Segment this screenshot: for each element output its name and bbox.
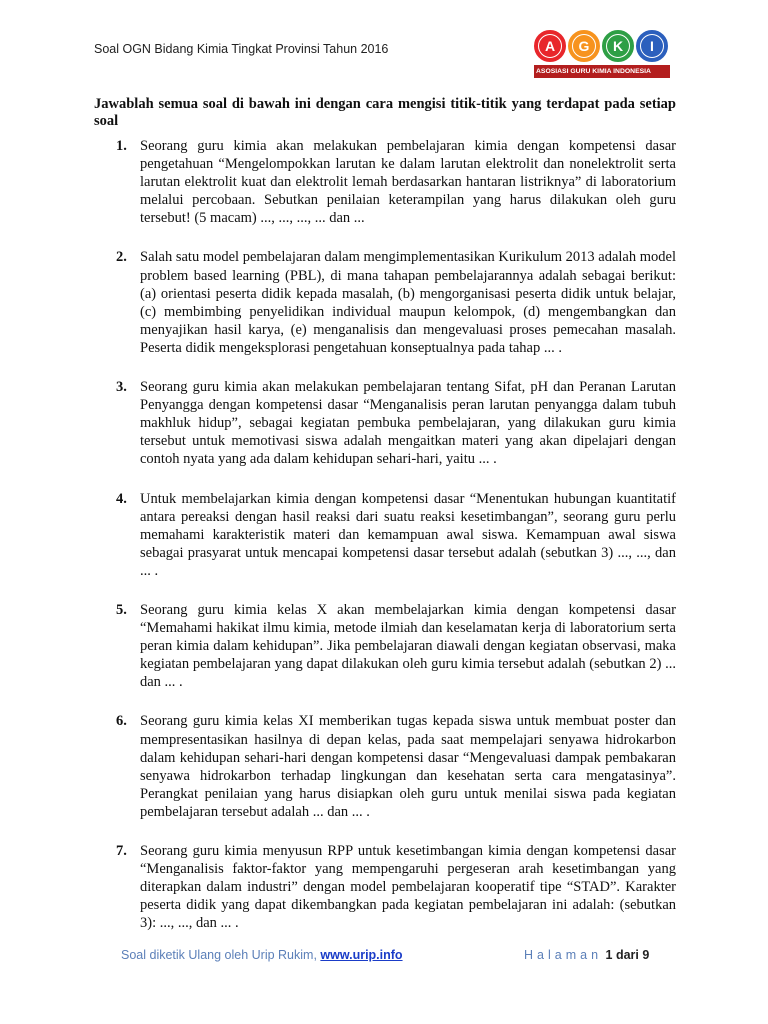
question-number: 4. bbox=[116, 490, 127, 507]
logo-circle-g bbox=[568, 30, 600, 62]
footer-page-word: Halaman bbox=[524, 948, 603, 962]
question-item bbox=[116, 842, 676, 932]
logo-letter-k: K bbox=[607, 35, 629, 57]
footer-page-number: 1 dari 9 bbox=[605, 948, 650, 962]
question-item bbox=[116, 601, 676, 691]
question-text: Seorang guru kimia akan melakukan pembelajaran tentang Sifat, pH dan Peranan Larutan Penyangga dengan kompetensi dasar “Menganalisis peran larutan penyangga dalam tubuh makhluk hidup”, sebagai kegiatan pembuka pembelajaran, yang dilakukan guru kimia tersebut untuk memotivasi siswa adalah mengaitkan materi yang akan dipelajari dengan contoh nyata yang ada dalam kehidupan sehari-hari, yaitu ... . bbox=[140, 379, 676, 468]
header-title: Soal OGN Bidang Kimia Tingkat Provinsi Tahun 2016 bbox=[94, 42, 389, 56]
question-number: 3. bbox=[116, 379, 127, 396]
question-text: Seorang guru kimia menyusun RPP untuk kesetimbangan kimia dengan kompetensi dasar “Menganalisis faktor-faktor yang mempengaruhi pergeseran arah kesetimbangan yang diterapkan dalam industri” dengan model pembelajaran kooperatif tipe “STAD”. Karakter peserta didik yang dapat dikembangkan pada kegiatan pembelajaran ini adalah: (sebutkan 3): ..., ..., dan ... . bbox=[140, 843, 676, 932]
footer-page-indicator bbox=[524, 948, 649, 962]
footer-credit-text: Soal diketik Ulang oleh Urip Rukim, bbox=[121, 948, 321, 962]
question-text: Untuk membelajarkan kimia dengan kompetensi dasar “Menentukan hubungan kuantitatif antara pereaksi dengan hasil reaksi dari suatu reaksi kesetimbangan”, seorang guru perlu memahami karakteristik materi dan kemampuan awal siswa. Kemampuan awal siswa sebagai prasyarat untuk mencapai kompetensi dasar tersebut adalah (sebutkan 3) ..., ..., dan ... . bbox=[140, 490, 676, 579]
question-item bbox=[116, 248, 676, 357]
question-number: 5. bbox=[116, 601, 127, 618]
question-text: Seorang guru kimia kelas X akan membelajarkan kimia dengan kompetensi dasar “Memahami hakikat ilmu kimia, metode ilmiah dan keselamatan kerja di laboratorium serta peran kimia dalam kehidupan”. Jika pembelajaran diawali dengan kegiatan observasi, maka kegiatan pembelajaran yang dapat dilakukan oleh guru kimia tersebut adalah (sebutkan 2) ... dan ... . bbox=[140, 601, 676, 691]
question-number: 1. bbox=[116, 138, 127, 154]
footer-credit bbox=[121, 948, 403, 962]
question-item bbox=[116, 490, 676, 580]
logo-letter-a: A bbox=[539, 35, 561, 57]
logo-circle-a bbox=[534, 30, 566, 62]
question-number: 7. bbox=[116, 843, 127, 859]
logo-circle-k bbox=[602, 30, 634, 62]
question-text: Seorang guru kimia akan melakukan pembelajaran kimia dengan kompetensi dasar pengetahuan “Mengelompokkan larutan ke dalam larutan elektrolit dan nonelektrolit serta larutan elektrolit kuat dan elektrolit lemah berdasarkan hantaran listriknya” di laboratorium melalui percobaan. Sebutkan penilaian keterampilan yang harus dilakukan oleh guru tersebut! (5 macam) ..., ..., ..., ... dan ... bbox=[140, 138, 676, 227]
question-text: Salah satu model pembelajaran dalam mengimplementasikan Kurikulum 2013 adalah model problem based learning (PBL), di mana tahapan pembelajarannya adalah sebagai berikut: (a) orientasi peserta didik kepada masalah, (b) mengorganisasi peserta didik untuk belajar, (c) membimbing penyelidikan individual maupun kelompok, (d) mengembangkan dan menyajikan hasil karya, (e) menganalisis dan mengevaluasi proses pemecahan masalah. Peserta didik mengeksplorasi pengetahuan konseptualnya pada tahap ... . bbox=[140, 249, 676, 356]
question-number: 6. bbox=[116, 713, 127, 730]
question-number: 2. bbox=[116, 249, 127, 266]
question-item bbox=[116, 712, 676, 821]
logo-letter-g: G bbox=[573, 35, 595, 57]
logo-banner: ASOSIASI GURU KIMIA INDONESIA bbox=[534, 65, 670, 78]
logo-letter-i: I bbox=[641, 35, 663, 57]
question-item bbox=[116, 378, 676, 468]
footer-website-link[interactable]: www.urip.info bbox=[320, 948, 403, 962]
instruction-heading: Jawablah semua soal di bawah ini dengan cara mengisi titik-titik yang terdapat pada setiap soal bbox=[94, 96, 676, 129]
logo-circle-i bbox=[636, 30, 668, 62]
logo-circles bbox=[534, 30, 672, 62]
question-list bbox=[116, 137, 676, 953]
question-item bbox=[116, 137, 676, 227]
agki-logo bbox=[534, 30, 672, 82]
question-text: Seorang guru kimia kelas XI memberikan tugas kepada siswa untuk membuat poster dan mempresentasikan hasilnya di depan kelas, pada saat mempelajari senyawa hidrokarbon dalam kehidupan sehari-hari dengan kompetensi dasar “Mengevaluasi dampak pembakaran senyawa hidrokarbon terhadap lingkungan dan kesehatan serta cara mengatasinya”. Perangkat penilaian yang harus disiapkan oleh guru untuk menilai siswa pada kegiatan pembelajaran tersebut adalah ... dan ... . bbox=[140, 713, 676, 820]
